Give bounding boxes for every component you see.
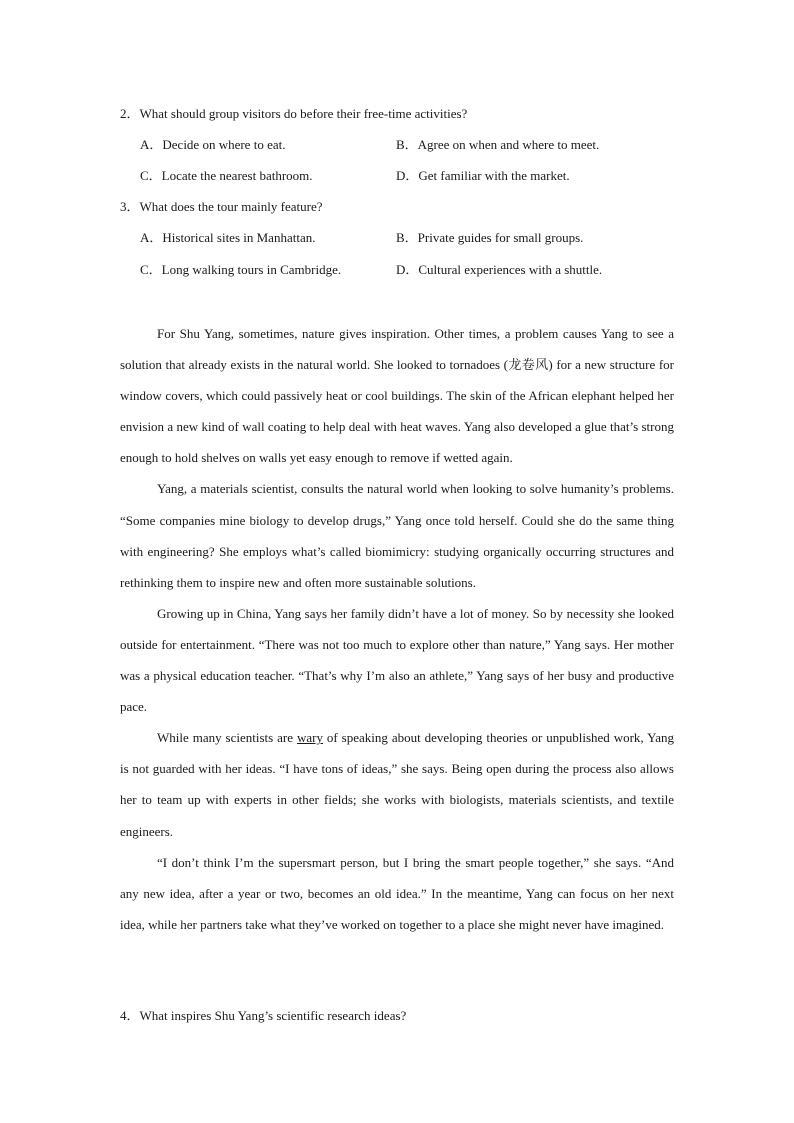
- question-3-option-a: A．Historical sites in Manhattan.: [140, 230, 316, 245]
- passage-paragraph-5: “I don’t think I’m the supersmart person, but I bring the smart people together,” she says. “And any new idea, after a year or two, becomes an old idea.” In the meantime, Yang can focus on her next idea, while her partners take what they’ve worked on together to a place she might never have imagined.: [120, 854, 674, 932]
- paragraph-4-text-before: While many scientists are: [157, 730, 297, 746]
- question-2-option-c: C．Locate the nearest bathroom.: [140, 168, 313, 183]
- question-2-option-b: B．Agree on when and where to meet.: [396, 137, 600, 152]
- reading-passage: [120, 318, 674, 940]
- question-2-option-d: D．Get familiar with the market.: [396, 168, 570, 183]
- paragraph-4-text-after: of speaking about developing theories or unpublished work, Yang is not guarded with her ideas. “I have tons of ideas,” she says. Being open during the process also allows her to team up with experts in other fields; she works with biologists, materials scientists, and textile engineers.: [120, 730, 674, 839]
- passage-paragraph-3: Growing up in China, Yang says her family didn’t have a lot of money. So by necessity she looked outside for entertainment. “There was not too much to explore other than nature,” Yang says. Her mother was a physical education teacher. “That’s why I’m also an athlete,” Yang says of her busy and productive pace.: [120, 605, 674, 715]
- question-3-option-d: D．Cultural experiences with a shuttle.: [396, 262, 603, 277]
- question-2-stem: 2．What should group visitors do before their free-time activities?: [120, 106, 468, 121]
- passage-paragraph-4: [120, 722, 674, 846]
- underlined-word: wary: [296, 730, 323, 746]
- question-3-stem: 3．What does the tour mainly feature?: [120, 199, 323, 214]
- passage-paragraph-2: Yang, a materials scientist, consults the natural world when looking to solve humanity’s problems. “Some companies mine biology to develop drugs,” Yang once told herself. Could she do the same thing with engineering? She employs what’s called biomimicry: studying organically occurring structures and rethinking them to inspire new and often more sustainable solutions.: [120, 481, 674, 590]
- passage-paragraph-1: For Shu Yang, sometimes, nature gives inspiration. Other times, a problem causes Yang to see a solution that already exists in the natural world. She looked to tornadoes (龙卷风) for a new structure for window covers, which could passively heat or cool buildings. The skin of the African elephant helped her envision a new kind of wall coating to help deal with heat waves. Yang also developed a glue that’s strong enough to hold shelves on walls yet easy enough to remove if wetted again.: [120, 326, 674, 466]
- question-3-option-b: B．Private guides for small groups.: [396, 230, 584, 245]
- question-2-option-a: A．Decide on where to eat.: [140, 137, 286, 152]
- question-3-option-c: C．Long walking tours in Cambridge.: [140, 262, 342, 277]
- question-4-stem: 4．What inspires Shu Yang’s scientific research ideas?: [120, 1008, 407, 1023]
